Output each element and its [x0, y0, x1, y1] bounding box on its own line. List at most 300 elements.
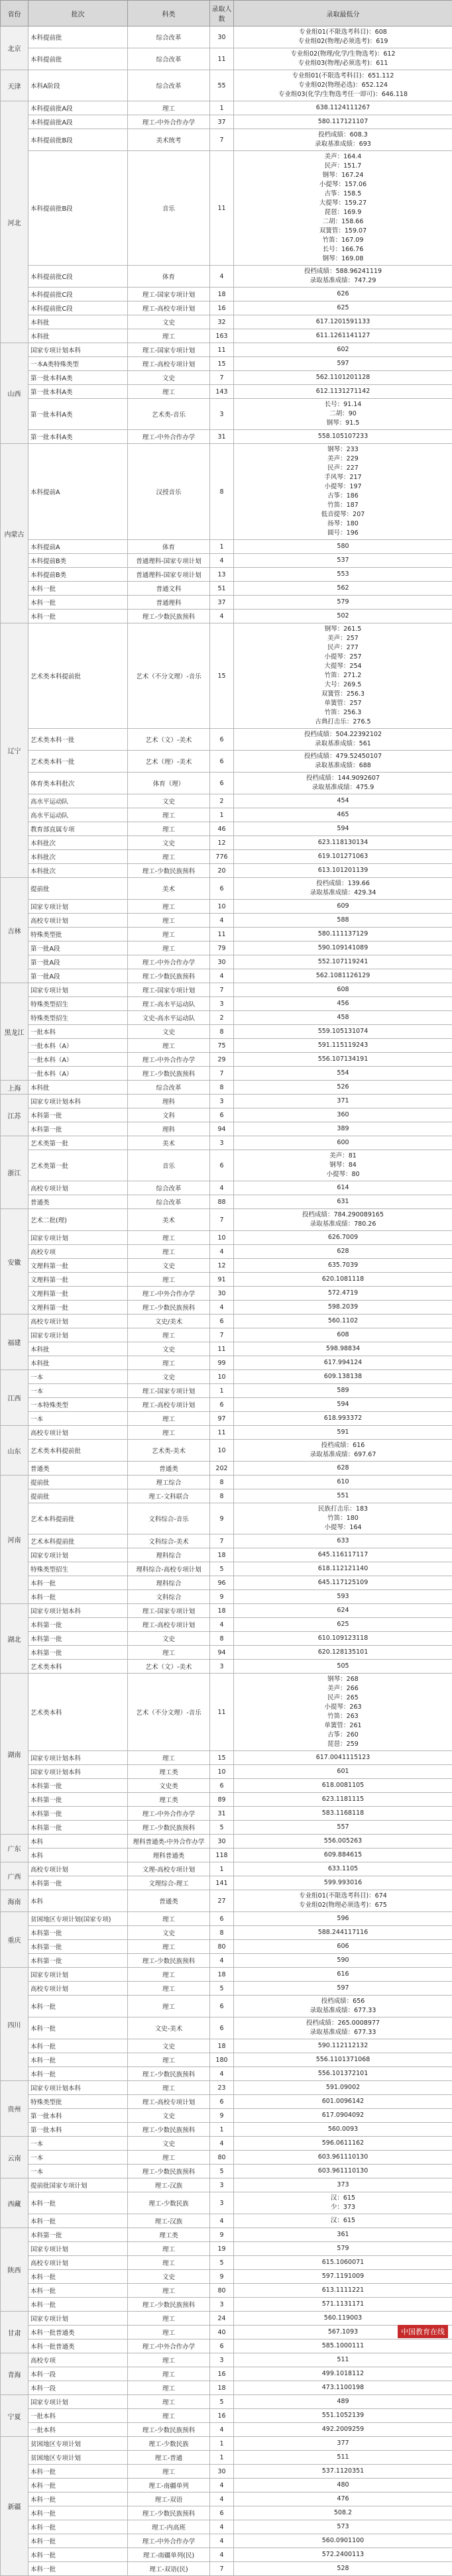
score-cell: [234, 2192, 452, 2214]
table-row: [1, 2423, 452, 2437]
count-cell: 3: [210, 2178, 234, 2192]
batch-cell: 一本: [28, 1370, 128, 1384]
batch-cell: 一本: [28, 2165, 128, 2178]
score-line: 大提琴：159.27: [235, 199, 451, 208]
category-cell: 文史类: [128, 1779, 210, 1793]
count-cell: 4: [210, 554, 234, 568]
batch-cell: 高校专项计划: [28, 1315, 128, 1328]
count-cell: 7: [210, 371, 234, 385]
batch-cell: 本科一批: [28, 2548, 128, 2562]
category-cell: 理工-中外合作办学: [128, 1287, 210, 1301]
table-row: [1, 1231, 452, 1245]
score-line: 571.1131171: [235, 2300, 451, 2309]
table-row: [1, 1876, 452, 1890]
province-cell: 新疆: [1, 2437, 28, 2576]
table-row: [1, 430, 452, 444]
score-line: 单簧管：257: [235, 699, 451, 708]
score-line: 专业组02(物理必须选考)：675: [235, 1901, 451, 1910]
table-row: [1, 266, 452, 288]
score-cell: [234, 1440, 452, 1462]
category-cell: 综合改革: [128, 27, 210, 48]
table-row: [1, 808, 452, 822]
category-cell: 理工-文科联合: [128, 1489, 210, 1503]
batch-cell: 本科一批普通类: [28, 2339, 128, 2353]
score-cell: [234, 1618, 452, 1632]
score-cell: [234, 1534, 452, 1548]
score-cell: [234, 1576, 452, 1590]
table-row: [1, 1503, 452, 1534]
score-cell: [234, 773, 452, 794]
score-line: 588: [235, 916, 451, 925]
category-cell: 综合改革: [128, 70, 210, 101]
score-cell: [234, 2451, 452, 2465]
score-line: 591: [235, 1428, 451, 1437]
batch-cell: 普通类: [28, 1195, 128, 1209]
category-cell: 艺术类-音乐: [128, 399, 210, 430]
count-cell: 6: [210, 1912, 234, 1926]
count-cell: 18: [210, 1604, 234, 1618]
score-cell: [234, 610, 452, 623]
score-cell: [234, 2367, 452, 2381]
count-cell: 1: [210, 808, 234, 822]
table-row: [1, 914, 452, 928]
category-cell: 理工: [128, 2367, 210, 2381]
category-cell: 音乐: [128, 151, 210, 266]
batch-cell: 国家专项计划: [28, 983, 128, 997]
batch-cell: 国家专项计划本科: [28, 1751, 128, 1765]
batch-cell: 本科批次: [28, 850, 128, 864]
table-row: [1, 1765, 452, 1779]
score-line: 511: [235, 2453, 451, 2462]
score-line: 589: [235, 1386, 451, 1395]
count-cell: 776: [210, 850, 234, 864]
table-row: [1, 1398, 452, 1412]
score-line: 民族打击乐：183: [235, 1505, 451, 1514]
category-cell: 理工: [128, 914, 210, 928]
province-cell: 辽宁: [1, 623, 28, 878]
count-cell: 6: [210, 878, 234, 900]
category-cell: 普通理科-国家专项计划: [128, 568, 210, 582]
table-row: [1, 1209, 452, 1231]
batch-cell: 国家专项计划: [28, 1231, 128, 1245]
batch-cell: 本科第一批: [28, 1807, 128, 1821]
score-line: 617.0041115123: [235, 1753, 451, 1762]
table-row: [1, 582, 452, 596]
table-row: [1, 623, 452, 729]
score-line: 620.1081118: [235, 1275, 451, 1284]
count-cell: 4: [210, 2214, 234, 2228]
score-line: 560.0901100: [235, 2536, 451, 2546]
score-cell: [234, 70, 452, 101]
score-line: 588.244117116: [235, 1928, 451, 1937]
table-row: [1, 969, 452, 983]
score-line: 505: [235, 1662, 451, 1671]
batch-cell: 一本: [28, 1412, 128, 1426]
count-cell: 18: [210, 1968, 234, 1982]
province-cell: 江苏: [1, 1095, 28, 1136]
score-line: 454: [235, 796, 451, 806]
table-row: [1, 2242, 452, 2256]
province-cell: 广西: [1, 1862, 28, 1890]
score-cell: [234, 2242, 452, 2256]
category-cell: 理工-少数民族预科: [128, 2123, 210, 2137]
count-cell: 15: [210, 623, 234, 729]
batch-cell: 艺术类本科提前批: [28, 623, 128, 729]
score-cell: [234, 1793, 452, 1807]
score-line: 录取基准成绩：429.34: [235, 888, 451, 898]
table-row: [1, 1751, 452, 1765]
score-line: 623.118130134: [235, 838, 451, 847]
header-min-score: 录取最低分: [234, 1, 452, 27]
province-cell: 云南: [1, 2137, 28, 2178]
batch-cell: 艺术类第一批: [28, 1150, 128, 1181]
score-line: 597.1191009: [235, 2272, 451, 2281]
province-cell: 山东: [1, 1426, 28, 1476]
category-cell: 艺术类-美术: [128, 1440, 210, 1462]
table-row: [1, 1287, 452, 1301]
count-cell: 6: [210, 1398, 234, 1412]
score-line: 597: [235, 359, 451, 368]
category-cell: 综合改革: [128, 1081, 210, 1095]
score-cell: [234, 1849, 452, 1862]
score-cell: [234, 914, 452, 928]
batch-cell: 本科批次: [28, 864, 128, 878]
table-row: [1, 2017, 452, 2039]
table-row: [1, 2053, 452, 2067]
category-cell: 文史: [128, 371, 210, 385]
batch-cell: 贫困地区专项计划: [28, 2437, 128, 2451]
batch-cell: 本科一段: [28, 2367, 128, 2381]
score-cell: [234, 955, 452, 969]
score-cell: [234, 1821, 452, 1835]
score-line: 录取基准成绩：780.26: [235, 1220, 451, 1229]
count-cell: 7: [210, 2562, 234, 2576]
count-cell: 202: [210, 1462, 234, 1476]
score-cell: [234, 2109, 452, 2123]
score-line: 579: [235, 598, 451, 607]
count-cell: 141: [210, 1876, 234, 1890]
count-cell: 6: [210, 2339, 234, 2353]
category-cell: 理工-中外合作办学: [128, 115, 210, 129]
table-row: [1, 864, 452, 878]
table-row: [1, 2109, 452, 2123]
batch-cell: 本科一批: [28, 2465, 128, 2479]
category-cell: 理工-少数民族预科: [128, 2067, 210, 2081]
batch-cell: 本科一段: [28, 2381, 128, 2395]
score-line: 613.101201139: [235, 866, 451, 875]
batch-cell: 国家专项计划本科: [28, 2081, 128, 2095]
score-cell: [234, 1095, 452, 1108]
category-cell: 艺术（不分文理）-音乐: [128, 1674, 210, 1751]
count-cell: 94: [210, 1646, 234, 1660]
table-row: [1, 27, 452, 48]
score-cell: [234, 1301, 452, 1315]
score-line: 专业组02(物理/化学/生物选考)：612: [235, 50, 451, 59]
count-cell: 6: [210, 751, 234, 773]
table-row: [1, 836, 452, 850]
count-cell: 8: [210, 1476, 234, 1489]
score-line: 598.2039: [235, 1303, 451, 1312]
count-cell: 11: [210, 928, 234, 941]
category-cell: 理工: [128, 1426, 210, 1440]
category-cell: 理工类: [128, 1765, 210, 1779]
category-cell: 理科: [128, 1122, 210, 1136]
count-cell: 3: [210, 997, 234, 1011]
batch-cell: 本科第一批: [28, 1618, 128, 1632]
category-cell: 理工: [128, 1231, 210, 1245]
score-line: 602: [235, 345, 451, 354]
table-row: [1, 371, 452, 385]
category-cell: 艺术（文）-美术: [128, 729, 210, 751]
table-row: [1, 385, 452, 399]
batch-cell: 高校专项计划: [28, 2256, 128, 2270]
category-cell: 理工类: [128, 2228, 210, 2242]
count-cell: 5: [210, 2256, 234, 2270]
batch-cell: 文理科第一批: [28, 1259, 128, 1273]
batch-cell: 本科一批: [28, 2298, 128, 2312]
count-cell: 94: [210, 1122, 234, 1136]
category-cell: 文史: [128, 2270, 210, 2284]
count-cell: 8: [210, 444, 234, 540]
count-cell: 9: [210, 2270, 234, 2284]
count-cell: 31: [210, 1807, 234, 1821]
score-line: 手风琴：217: [235, 473, 451, 482]
count-cell: 12: [210, 1259, 234, 1273]
count-cell: 18: [210, 2381, 234, 2395]
category-cell: 文史: [128, 2109, 210, 2123]
category-cell: 理工: [128, 1039, 210, 1053]
score-line: 601: [235, 1767, 451, 1776]
count-cell: 30: [210, 1835, 234, 1849]
score-line: 596.0611162: [235, 2139, 451, 2148]
table-row: [1, 568, 452, 582]
table-row: [1, 1426, 452, 1440]
batch-cell: 国家专项计划本科: [28, 1604, 128, 1618]
table-row: [1, 1370, 452, 1384]
count-cell: 4: [210, 2493, 234, 2506]
batch-cell: 本科提前A: [28, 540, 128, 554]
count-cell: 3: [210, 399, 234, 430]
category-cell: 文科: [128, 1108, 210, 1122]
count-cell: 6: [210, 2506, 234, 2520]
table-header-row: [1, 1, 452, 27]
batch-cell: 本科一批: [28, 2520, 128, 2534]
score-cell: [234, 151, 452, 266]
table-row: [1, 2520, 452, 2534]
score-line: 专业组02(物理/必须选考)：619: [235, 37, 451, 46]
score-cell: [234, 430, 452, 444]
score-line: 476: [235, 2495, 451, 2504]
score-cell: [234, 2437, 452, 2451]
header-category: 科类: [128, 1, 210, 27]
table-row: [1, 1081, 452, 1095]
table-row: [1, 2493, 452, 2506]
score-cell: [234, 2395, 452, 2409]
category-cell: 理工-少数民族预科: [128, 2506, 210, 2520]
count-cell: 5: [210, 2395, 234, 2409]
score-line: 597: [235, 1984, 451, 1993]
score-line: 录取基准成绩：688: [235, 761, 451, 771]
score-line: 钢琴：261.5: [235, 625, 451, 634]
score-line: 562.1101201128: [235, 373, 451, 382]
table-row: [1, 2228, 452, 2242]
table-row: [1, 2165, 452, 2178]
table-row: [1, 343, 452, 357]
category-cell: 综合改革: [128, 1195, 210, 1209]
score-cell: [234, 836, 452, 850]
table-row: [1, 1835, 452, 1849]
province-cell: 天津: [1, 70, 28, 101]
category-cell: 文史: [128, 836, 210, 850]
category-cell: 理工-国家专项计划: [128, 288, 210, 301]
batch-cell: 艺术本科提前批: [28, 1534, 128, 1548]
score-line: 572.2400113: [235, 2550, 451, 2559]
batch-cell: 第一批A段: [28, 941, 128, 955]
score-cell: [234, 2165, 452, 2178]
table-row: [1, 1342, 452, 1356]
score-line: 长号：166.76: [235, 245, 451, 254]
score-line: 619.101271063: [235, 852, 451, 861]
batch-cell: 本科提前批A段: [28, 101, 128, 115]
category-cell: 理工-国家专项计划: [128, 343, 210, 357]
table-row: [1, 1982, 452, 1996]
category-cell: 理工: [128, 1356, 210, 1370]
table-row: [1, 2095, 452, 2109]
count-cell: 46: [210, 822, 234, 836]
table-row: [1, 1095, 452, 1108]
score-cell: [234, 1862, 452, 1876]
batch-cell: 本科提前批: [28, 48, 128, 70]
table-row: [1, 1968, 452, 1982]
score-line: 603.961110130: [235, 2167, 451, 2176]
category-cell: 理工: [128, 2353, 210, 2367]
category-cell: 理工-汉族: [128, 2214, 210, 2228]
score-line: 613.1111221: [235, 2286, 451, 2295]
count-cell: 3: [210, 2298, 234, 2312]
score-line: 526: [235, 1083, 451, 1092]
category-cell: 文科综合-音乐: [128, 1503, 210, 1534]
batch-cell: 本科提前B类: [28, 554, 128, 568]
batch-cell: 一批本科（A）: [28, 1067, 128, 1081]
category-cell: 理工-高校专项计划: [128, 1398, 210, 1412]
category-cell: 理工-双语: [128, 2493, 210, 2506]
category-cell: 理工: [128, 1646, 210, 1660]
category-cell: 理科: [128, 1095, 210, 1108]
category-cell: 美术: [128, 1136, 210, 1150]
score-line: 456: [235, 999, 451, 1008]
table-row: [1, 1912, 452, 1926]
batch-cell: 本科一批: [28, 2214, 128, 2228]
score-line: 投档成绩：616: [235, 1441, 451, 1450]
batch-cell: 艺术类本科一批: [28, 751, 128, 773]
score-cell: [234, 2256, 452, 2270]
table-row: [1, 1793, 452, 1807]
count-cell: 75: [210, 1039, 234, 1053]
category-cell: 理工: [128, 1751, 210, 1765]
category-cell: 理工: [128, 1412, 210, 1426]
batch-cell: 国家专项计划: [28, 1548, 128, 1562]
score-line: 594: [235, 824, 451, 833]
count-cell: 32: [210, 315, 234, 329]
score-cell: [234, 1398, 452, 1412]
score-cell: [234, 1384, 452, 1398]
score-line: 大提琴：254: [235, 662, 451, 671]
score-line: 美声：266: [235, 1684, 451, 1693]
score-line: 361: [235, 2230, 451, 2239]
table-row: [1, 70, 452, 101]
score-cell: [234, 1370, 452, 1384]
batch-cell: 本科第一批: [28, 2228, 128, 2242]
count-cell: 10: [210, 1765, 234, 1779]
category-cell: 理工-南疆单列: [128, 2479, 210, 2493]
score-line: 623.1181115: [235, 1795, 451, 1804]
province-cell: 河南: [1, 1476, 28, 1604]
table-row: [1, 1489, 452, 1503]
batch-cell: 国家专项计划: [28, 900, 128, 914]
batch-cell: 本科批: [28, 315, 128, 329]
table-row: [1, 1862, 452, 1876]
score-cell: [234, 1982, 452, 1996]
count-cell: 6: [210, 2095, 234, 2109]
batch-cell: 本科一批: [28, 2053, 128, 2067]
score-cell: [234, 1315, 452, 1328]
count-cell: 8: [210, 1489, 234, 1503]
category-cell: 理工-汉族: [128, 2178, 210, 2192]
table-row: [1, 1604, 452, 1618]
category-cell: 理工: [128, 1982, 210, 1996]
score-line: 扬琴：180: [235, 519, 451, 529]
batch-cell: 艺术二批(理): [28, 1209, 128, 1231]
category-cell: 理工-少数民族预科: [128, 1301, 210, 1315]
batch-cell: 第一批本科A类: [28, 371, 128, 385]
score-line: 620.128135101: [235, 1648, 451, 1657]
batch-cell: 本科提前批C段: [28, 288, 128, 301]
score-cell: [234, 1136, 452, 1150]
score-cell: [234, 1328, 452, 1342]
score-cell: [234, 1356, 452, 1370]
table-row: [1, 1122, 452, 1136]
table-row: [1, 794, 452, 808]
score-cell: [234, 1181, 452, 1195]
count-cell: 37: [210, 596, 234, 610]
score-cell: [234, 1287, 452, 1301]
score-line: 389: [235, 1124, 451, 1134]
count-cell: 3: [210, 1660, 234, 1674]
count-cell: 4: [210, 2067, 234, 2081]
score-line: 小提琴：197: [235, 482, 451, 492]
score-line: 录取基准成绩：677.33: [235, 2028, 451, 2037]
score-line: 551.1052139: [235, 2411, 451, 2420]
batch-cell: 高校专项: [28, 2353, 128, 2367]
count-cell: 8: [210, 1081, 234, 1095]
score-line: 钢琴：233: [235, 445, 451, 455]
table-row: [1, 1534, 452, 1548]
score-line: 钢琴：91.5: [235, 419, 451, 428]
count-cell: 7: [210, 1067, 234, 1081]
count-cell: 6: [210, 773, 234, 794]
score-line: 556.1101371068: [235, 2055, 451, 2065]
table-row: [1, 900, 452, 914]
score-cell: [234, 2123, 452, 2137]
category-cell: 理工: [128, 808, 210, 822]
score-line: 609.138138: [235, 1372, 451, 1381]
score-line: 竹笛：271.2: [235, 671, 451, 680]
score-cell: [234, 1011, 452, 1025]
province-cell: 重庆: [1, 1912, 28, 1968]
count-cell: 18: [210, 2039, 234, 2053]
score-line: 598.98834: [235, 1344, 451, 1354]
score-line: 小提琴：157.06: [235, 180, 451, 189]
